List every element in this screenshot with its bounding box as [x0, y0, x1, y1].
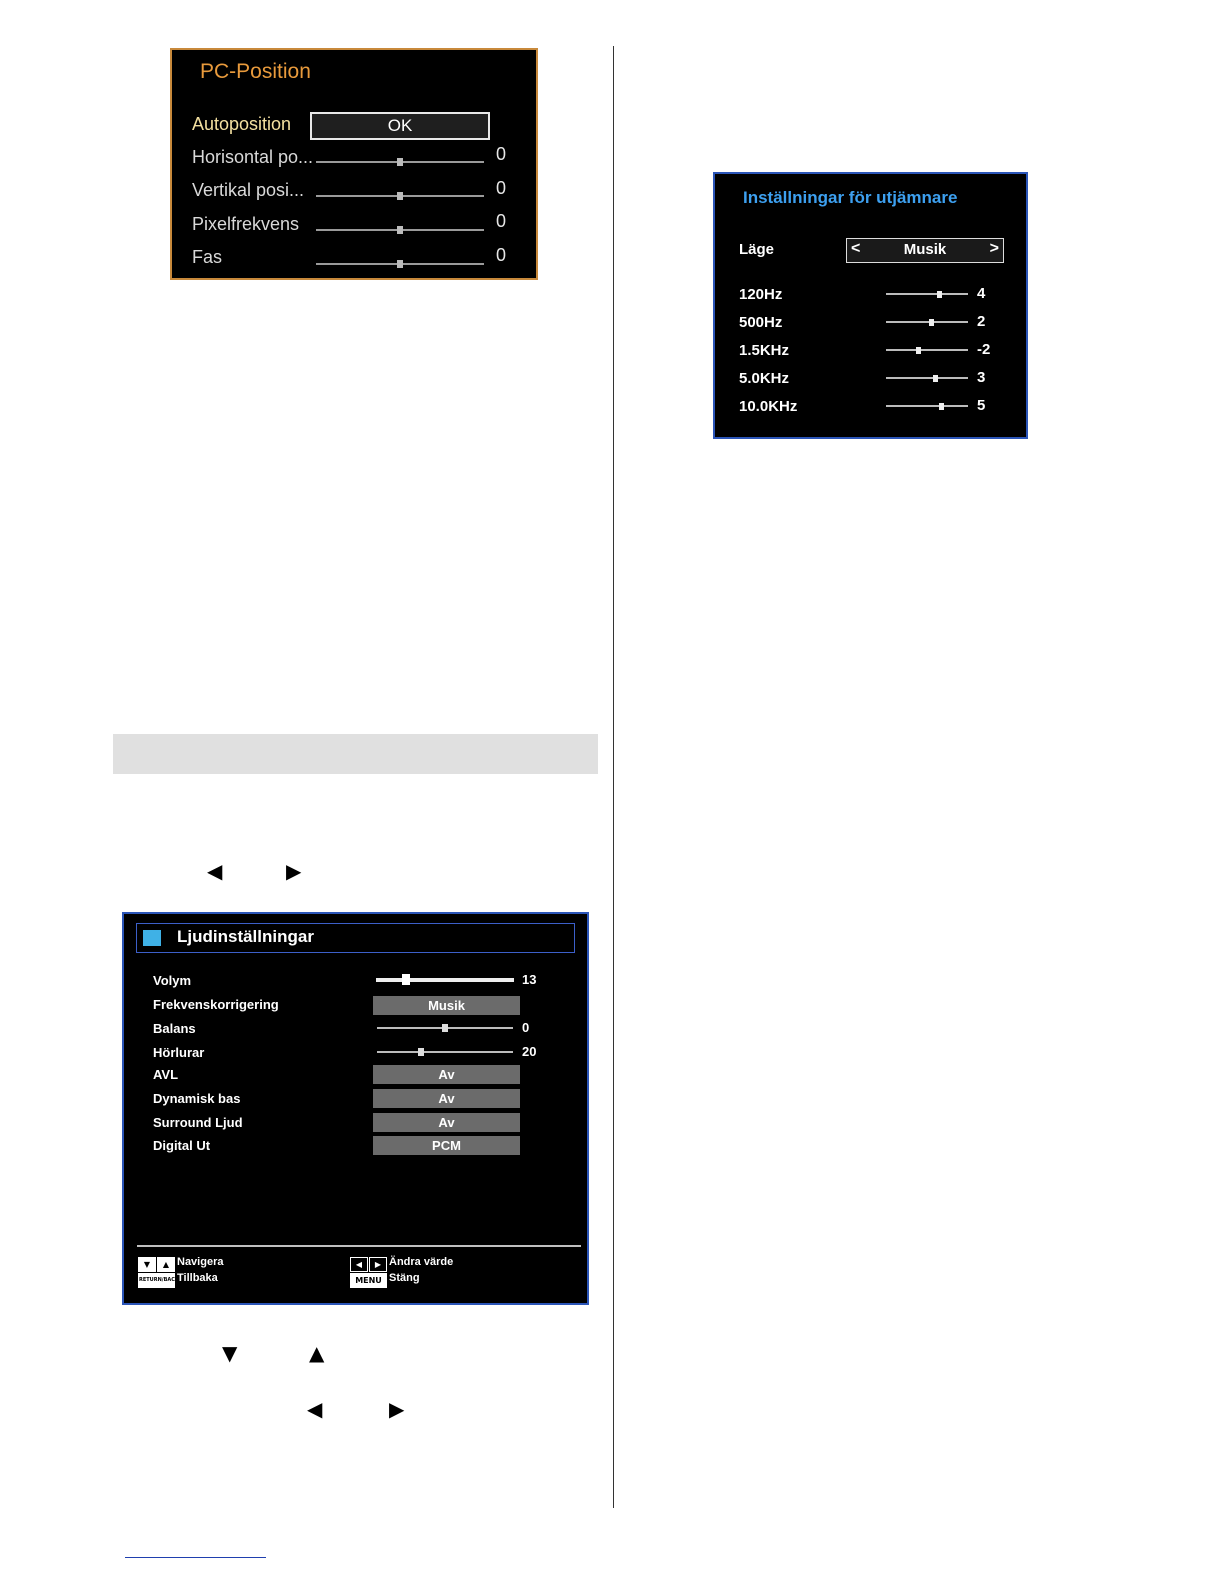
right-key-icon: ▶ [369, 1257, 387, 1272]
band-1-5khz-knob[interactable] [916, 347, 921, 354]
frequency-correction-button[interactable]: Musik [373, 996, 520, 1015]
balance-slider[interactable] [377, 1027, 513, 1029]
volume-knob[interactable] [402, 974, 410, 985]
band-5-0khz-knob[interactable] [933, 375, 938, 382]
headphones-label: Hörlurar [153, 1045, 205, 1060]
band-1-5khz-slider[interactable] [886, 349, 968, 351]
right-arrow-icon: ▶ [286, 859, 302, 883]
band-10-0khz-value: 5 [977, 397, 986, 414]
mode-selector[interactable] [846, 238, 1004, 263]
balance-label: Balans [153, 1021, 196, 1036]
down-arrow-icon: ▼ [222, 1341, 238, 1365]
volume-slider[interactable] [376, 978, 514, 982]
band-10-0khz-knob[interactable] [939, 403, 944, 410]
phase-label: Fas [192, 247, 223, 267]
band-5-0khz-value: 3 [977, 369, 986, 386]
band-5-0khz-label: 5.0KHz [739, 370, 790, 387]
chevron-left-icon[interactable]: < [851, 240, 861, 257]
digital-out-button[interactable]: PCM [373, 1136, 520, 1155]
band-10-0khz-slider[interactable] [886, 405, 968, 407]
digital-out-label: Digital Ut [153, 1138, 211, 1153]
autoposition-label: Autoposition [192, 114, 292, 134]
column-divider [613, 46, 614, 1508]
section-heading-bar [113, 734, 598, 774]
sound-settings-header [136, 923, 575, 953]
band-120hz-slider[interactable] [886, 293, 968, 295]
down-key-icon: ▼ [138, 1257, 156, 1272]
back-hint: Tillbaka [177, 1272, 218, 1284]
phase-slider[interactable] [316, 263, 484, 265]
phase-knob[interactable] [397, 260, 403, 268]
pixel-frequency-label: Pixelfrekvens [192, 214, 300, 234]
close-hint: Stäng [389, 1272, 420, 1284]
volume-value: 13 [522, 972, 537, 987]
vertical-position-label: Vertikal posi... [192, 180, 305, 200]
footer-link-underline [125, 1557, 266, 1558]
horizontal-position-knob[interactable] [397, 158, 403, 166]
pixel-frequency-knob[interactable] [397, 226, 403, 234]
dynamic-bass-button[interactable]: Av [373, 1089, 520, 1108]
navigate-hint: Navigera [177, 1256, 224, 1268]
horizontal-position-value: 0 [496, 144, 507, 164]
left-arrow-icon: ◀ [207, 859, 223, 883]
equalizer-panel [713, 172, 1028, 439]
surround-sound-button[interactable]: Av [373, 1113, 520, 1132]
headphones-value: 20 [522, 1044, 537, 1059]
volume-label: Volym [153, 973, 192, 988]
menu-key-icon: MENU [350, 1273, 387, 1288]
band-5-0khz-slider[interactable] [886, 377, 968, 379]
frequency-correction-label: Frekvenskorrigering [153, 997, 279, 1012]
vertical-position-knob[interactable] [397, 192, 403, 200]
surround-sound-label: Surround Ljud [153, 1115, 243, 1130]
mode-value: Musik [903, 241, 947, 258]
balance-value: 0 [522, 1020, 530, 1035]
band-500hz-knob[interactable] [929, 319, 934, 326]
left-arrow-icon-2: ◀ [307, 1397, 323, 1421]
up-arrow-icon: ▲ [309, 1341, 325, 1365]
mode-label: Läge [739, 241, 775, 258]
sound-settings-title: Ljudinställningar [177, 927, 314, 946]
horizontal-position-label: Horisontal po... [192, 147, 314, 167]
left-key-icon: ◀ [350, 1257, 368, 1272]
return-back-key-icon: RETURN/BACK [138, 1273, 175, 1288]
band-10-0khz-label: 10.0KHz [739, 398, 798, 415]
band-120hz-knob[interactable] [937, 291, 942, 298]
chevron-right-icon[interactable]: > [989, 240, 999, 257]
sound-settings-icon [143, 930, 161, 946]
balance-knob[interactable] [442, 1024, 448, 1032]
band-500hz-label: 500Hz [739, 314, 783, 331]
pixel-frequency-slider[interactable] [316, 229, 484, 231]
avl-label: AVL [153, 1067, 179, 1082]
band-1-5khz-label: 1.5KHz [739, 342, 790, 359]
pixel-frequency-value: 0 [496, 211, 507, 231]
vertical-position-value: 0 [496, 178, 507, 198]
footer-separator [137, 1245, 581, 1247]
vertical-position-slider[interactable] [316, 195, 484, 197]
headphones-knob[interactable] [418, 1048, 424, 1056]
up-key-icon: ▲ [157, 1257, 175, 1272]
band-500hz-slider[interactable] [886, 321, 968, 323]
band-120hz-label: 120Hz [739, 286, 783, 303]
sound-settings-panel [122, 912, 589, 1305]
pc-position-title: PC-Position [200, 60, 311, 83]
horizontal-position-slider[interactable] [316, 161, 484, 163]
band-120hz-value: 4 [977, 285, 986, 302]
autoposition-ok-button[interactable]: OK [310, 112, 490, 140]
headphones-slider[interactable] [377, 1051, 513, 1053]
change-value-hint: Ändra värde [389, 1256, 454, 1268]
equalizer-title: Inställningar för utjämnare [743, 188, 958, 207]
right-arrow-icon-2: ▶ [389, 1397, 405, 1421]
phase-value: 0 [496, 245, 507, 265]
pc-position-panel [170, 48, 538, 280]
avl-button[interactable]: Av [373, 1065, 520, 1084]
dynamic-bass-label: Dynamisk bas [153, 1091, 241, 1106]
band-1-5khz-value: -2 [977, 341, 991, 358]
band-500hz-value: 2 [977, 313, 986, 330]
